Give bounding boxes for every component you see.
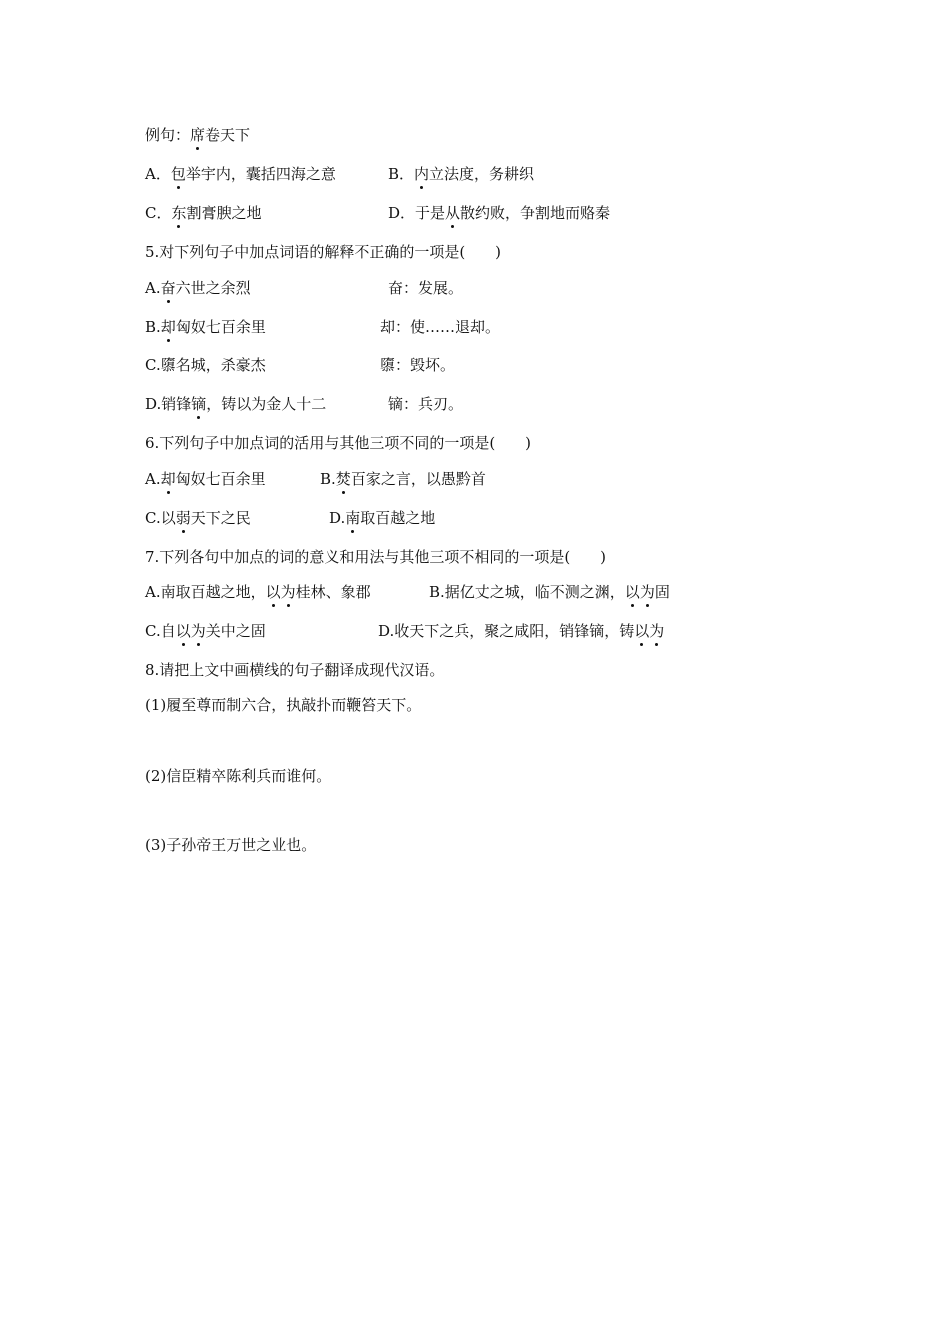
- q5-gloss-a: 奋：发展。: [388, 279, 464, 297]
- dotted-char: 东: [171, 204, 187, 222]
- q4-option-b: B．内立法度，务耕织: [388, 165, 535, 183]
- dotted-char: 为: [649, 622, 665, 640]
- dotted-char: 席: [190, 126, 206, 144]
- q5-gloss-d: 镝：兵刃。: [388, 395, 464, 413]
- dotted-char: 却: [160, 318, 176, 336]
- dotted-char: 以: [265, 583, 281, 601]
- dotted-char: 镝: [191, 395, 207, 413]
- dotted-char: 为: [190, 622, 206, 640]
- q5-option-c: C.隳名城，杀豪杰: [145, 356, 266, 374]
- dotted-char: 以: [175, 622, 191, 640]
- dotted-char: 却: [160, 470, 176, 488]
- q5-option-a: A.奋六世之余烈: [145, 279, 251, 297]
- q8-sentence-3: (3)子孙帝王万世之业也。: [145, 836, 317, 854]
- example-sentence: [145, 124, 250, 146]
- q7-option-c: C.自以为关中之固: [145, 622, 266, 640]
- dotted-char: 南: [345, 509, 361, 527]
- q4-option-a: A．包举宇内，囊括四海之意: [145, 165, 336, 183]
- q4-option-d: D．于是从散约败，争割地而赂秦: [388, 204, 611, 222]
- q8-stem: 8.请把上文中画横线的句子翻译成现代汉语。: [145, 661, 445, 679]
- q7-option-b: B.据亿丈之城，临不测之渊，以为固: [429, 583, 670, 601]
- q6-option-b: B.焚百家之言，以愚黔首: [320, 470, 486, 488]
- dotted-char: 弱: [175, 509, 191, 527]
- q4-option-c: C．东割膏腴之地: [145, 204, 262, 222]
- dotted-char: 为: [280, 583, 296, 601]
- q5-stem: 5.对下列句子中加点词语的解释不正确的一项是( ): [145, 243, 502, 261]
- q5-gloss-c: 隳：毁坏。: [380, 356, 456, 374]
- dotted-char: 奋: [160, 279, 176, 297]
- dotted-char: 包: [170, 165, 186, 183]
- q7-option-d: D.收天下之兵，聚之咸阳，销锋镝，铸以为: [378, 622, 665, 640]
- dotted-char: 内: [414, 165, 430, 183]
- q5-option-b: B.却匈奴七百余里: [145, 318, 266, 336]
- q5-option-d: D.销锋镝，铸以为金人十二: [145, 395, 327, 413]
- example-text: 卷天下: [205, 126, 251, 144]
- dotted-char: 从: [445, 204, 461, 222]
- dotted-char: 以: [634, 622, 650, 640]
- q6-stem: 6.下列句子中加点词的活用与其他三项不同的一项是( ): [145, 434, 532, 452]
- q7-option-a: A.南取百越之地，以为桂林、象郡: [145, 583, 371, 601]
- dotted-char: 以: [624, 583, 640, 601]
- q7-stem: 7.下列各句中加点的词的意义和用法与其他三项不相同的一项是( ): [145, 548, 607, 566]
- q5-gloss-b: 却：使……退却。: [380, 318, 501, 336]
- q6-option-a: A.却匈奴七百余里: [145, 470, 266, 488]
- q6-option-c: C.以弱天下之民: [145, 509, 251, 527]
- q8-sentence-1: (1)履至尊而制六合，执敲扑而鞭笞天下。: [145, 696, 422, 714]
- dotted-char: 焚: [335, 470, 351, 488]
- example-label: 例句：: [145, 126, 191, 144]
- q6-option-d: D.南取百越之地: [329, 509, 436, 527]
- dotted-char: 为: [639, 583, 655, 601]
- q8-sentence-2: (2)信臣精卒陈利兵而谁何。: [145, 767, 332, 785]
